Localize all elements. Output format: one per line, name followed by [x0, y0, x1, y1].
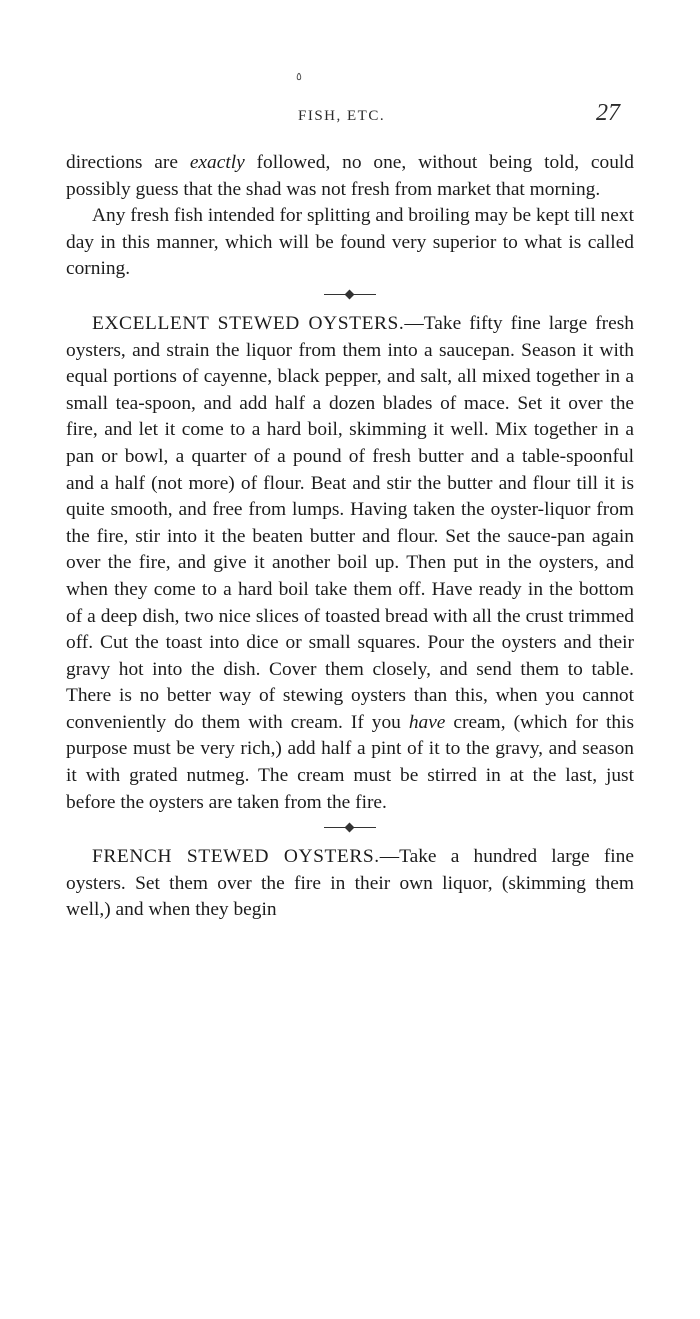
- recipe-text: cream, (which for this purpose must be very rich,) add half a pint of it to the gravy, and season it with grated nutmeg. The cream must be stirred in at the last, just before the oysters are taken from the fire.: [66, 711, 634, 813]
- recipe-excellent-stewed-oysters: [66, 311, 634, 816]
- running-title: FISH, ETC.: [298, 108, 386, 124]
- paragraph-text: directions are: [66, 152, 190, 173]
- section-divider: [324, 821, 376, 833]
- paragraph-text: followed, no one, without being told, could possibly guess that the shad was not fresh from market that morning.: [66, 152, 634, 200]
- recipe-text: —Take a hundred large fine oysters. Set them over the fire in their own liquor, (skimming them well,) and when they begin: [66, 846, 634, 921]
- emphasis-text: exactly: [189, 152, 245, 173]
- section-divider: [324, 288, 376, 300]
- paragraph-shad-continued: [66, 150, 634, 203]
- paragraph-fresh-fish: Any fresh fish intended for splitting and broiling may be kept till next day in this manner, which will be found very superior to what is called corning.: [66, 205, 634, 280]
- running-head: [0, 96, 700, 136]
- body-text: [66, 150, 634, 924]
- recipe-title: FRENCH STEWED OYSTERS.: [92, 846, 380, 868]
- printer-mark: ٥: [296, 71, 302, 83]
- page-number: 27: [596, 100, 620, 126]
- emphasis-text: have: [408, 711, 446, 733]
- recipe-title: EXCELLENT STEWED OYSTERS.: [92, 312, 405, 334]
- recipe-french-stewed-oysters: [66, 844, 634, 924]
- recipe-text: —Take fifty fine large fresh oysters, and strain the liquor from them into a saucepan. Season it with equal portions of cayenne, black pepper, and salt, all mixed together in a small tea-spoon, and add half a dozen blades of mace. Set it over the fire, and let it come to a hard boil, skimming it well. Mix together in a pan or bowl, a quarter of a pound of fresh butter and a table-spoonful and a half (not more) of flour. Beat and stir the butter and flour till it is quite smooth, and free from lumps. Having taken the oyster-liquor from the fire, stir into it the beaten butter and flour. Set the sauce-pan again over the fire, and give it another boil up. Then put in the oysters, and when they come to a hard boil take them off. Have ready in the bottom of a deep dish, two nice slices of toasted bread with all the crust trimmed off. Cut the toast into dice or small squares. Pour the oysters and their gravy hot into the dish. Cover them closely, and send them to table. There is no better way of stewing oysters than this, when you cannot conveniently do them with cream. If you: [66, 312, 634, 733]
